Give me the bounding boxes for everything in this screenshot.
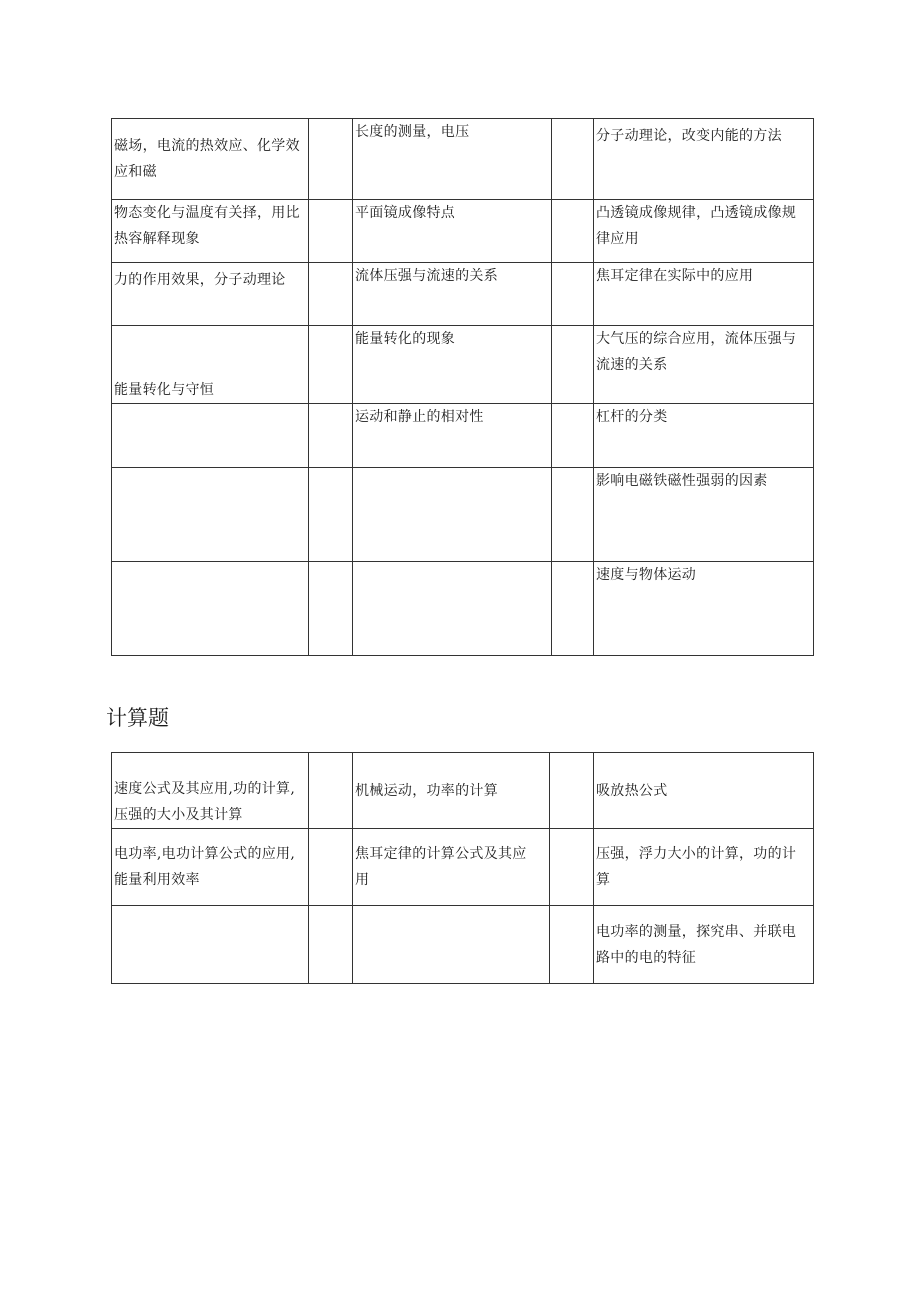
table-cell: 力的作用效果，分子动理论 (112, 263, 309, 326)
table-cell (309, 829, 353, 906)
table-cell: 流体压强与流速的关系 (353, 263, 552, 326)
table-cell (552, 404, 594, 468)
table-row (112, 119, 814, 200)
table-cell (353, 468, 552, 562)
table-cell (550, 753, 594, 829)
table-row (112, 263, 814, 326)
table-cell (112, 562, 309, 656)
table-cell: 分子动理论，改变内能的方法 (594, 119, 814, 200)
table-cell: 运动和静止的相对性 (353, 404, 552, 468)
table-cell: 凸透镜成像规律，凸透镜成像规 律应用 (594, 200, 814, 263)
table-cell (552, 119, 594, 200)
table-cell (552, 562, 594, 656)
table-row (112, 404, 814, 468)
section-title: 计算题 (106, 706, 169, 730)
table-cell (550, 829, 594, 906)
table-cell: 焦耳定律在实际中的应用 (594, 263, 814, 326)
table-cell: 电功率,电功计算公式的应用, 能量利用效率 (112, 829, 309, 906)
table-cell (309, 404, 353, 468)
table-cell (552, 326, 594, 404)
table-cell: 速度公式及其应用,功的计算, 压强的大小及其计算 (112, 753, 309, 829)
table-cell (353, 906, 550, 984)
table-cell: 压强，浮力大小的计算，功的计 算 (594, 829, 814, 906)
table-cell (309, 263, 353, 326)
table-cell (552, 263, 594, 326)
table-cell (309, 753, 353, 829)
table-cell (309, 326, 353, 404)
table-row (112, 468, 814, 562)
table-cell: 能量转化与守恒 (112, 326, 309, 404)
table-cell: 机械运动，功率的计算 (353, 753, 550, 829)
table-cell: 吸放热公式 (594, 753, 814, 829)
table-row (112, 562, 814, 656)
table-cell: 焦耳定律的计算公式及其应 用 (353, 829, 550, 906)
table-cell: 速度与物体运动 (594, 562, 814, 656)
table-cell: 电功率的测量，探究串、并联电 路中的电的特征 (594, 906, 814, 984)
table-cell (552, 468, 594, 562)
table-cell (112, 468, 309, 562)
table-cell (309, 119, 353, 200)
table-cell: 平面镜成像特点 (353, 200, 552, 263)
table-cell: 磁场，电流的热效应、化学效 应和磁 (112, 119, 309, 200)
table-row (112, 906, 814, 984)
table-row (112, 829, 814, 906)
table-cell (309, 468, 353, 562)
table-cell: 杠杆的分类 (594, 404, 814, 468)
table-cell: 大气压的综合应用，流体压强与 流速的关系 (594, 326, 814, 404)
table-row (112, 200, 814, 263)
calculation-table (111, 752, 814, 984)
knowledge-points-table (111, 118, 814, 656)
table-cell (309, 200, 353, 263)
table-cell (112, 906, 309, 984)
table-cell: 影响电磁铁磁性强弱的因素 (594, 468, 814, 562)
table-cell: 长度的测量，电压 (353, 119, 552, 200)
table-cell (550, 906, 594, 984)
table-cell (309, 562, 353, 656)
table-row (112, 326, 814, 404)
table-cell (353, 562, 552, 656)
table-cell: 物态变化与温度有关择，用比 热容解释现象 (112, 200, 309, 263)
table-cell (552, 200, 594, 263)
table-cell: 能量转化的现象 (353, 326, 552, 404)
table-row (112, 753, 814, 829)
table-cell (112, 404, 309, 468)
table-cell (309, 906, 353, 984)
